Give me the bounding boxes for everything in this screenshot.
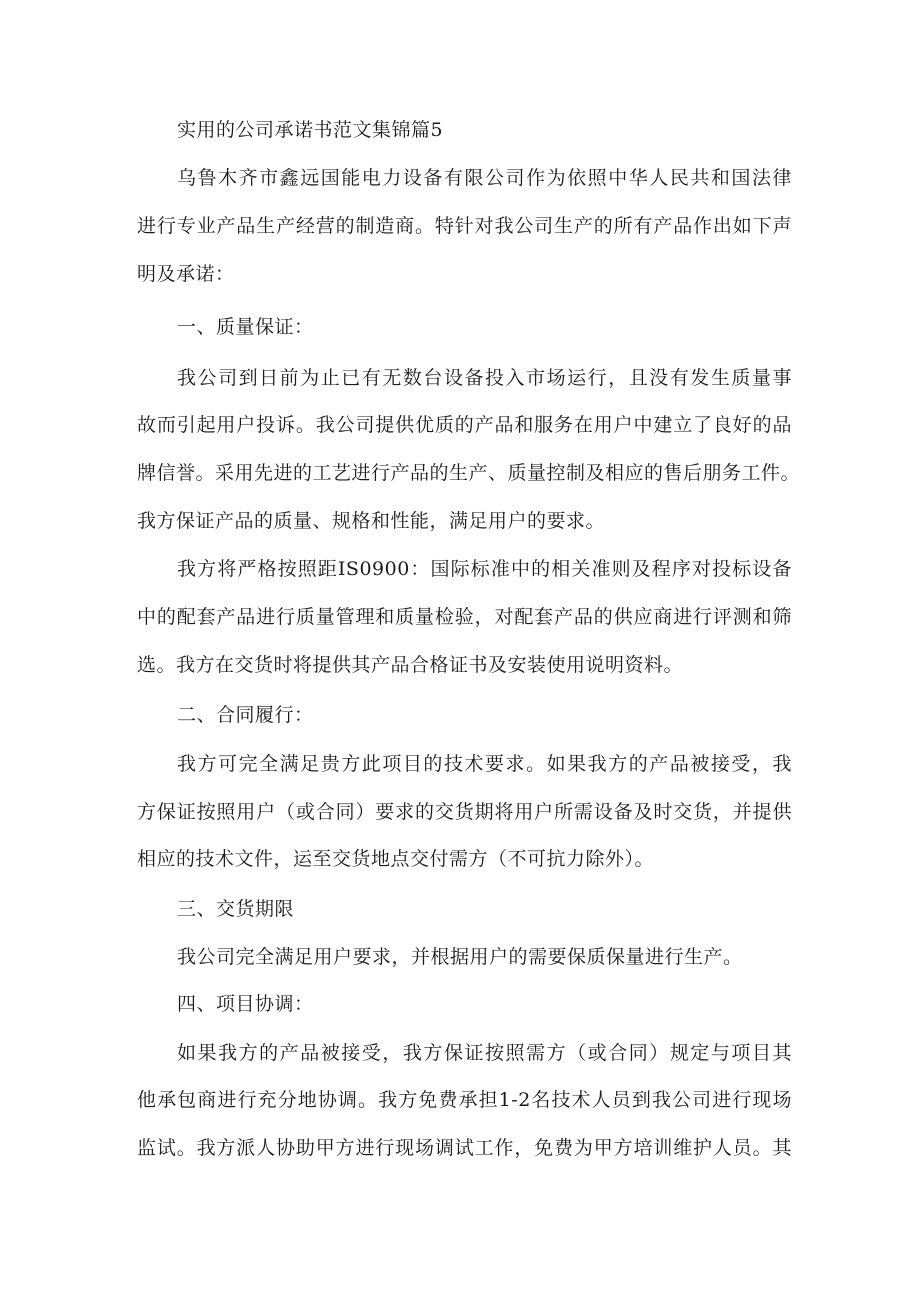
section-heading: 二、合同履行：: [177, 704, 314, 726]
text-line: 监试。我方派人协助甲方进行现场调试工作，免费为甲方培训维护人员。其: [137, 1137, 792, 1159]
document-title: 实用的公司承诺书范文集锦篇5: [177, 119, 444, 141]
section-heading: 一、质量保证：: [177, 316, 314, 338]
text-line: 我方可完全满足贵方此项目的技术要求。如果我方的产品被接受，我: [177, 753, 792, 775]
text-line: 方保证按照用户（或合同）要求的交货期将用户所需设备及时交货，并提供: [137, 801, 792, 823]
text-line: 进行专业产品生产经营的制造商。特针对我公司生产的所有产品作出如下声: [137, 215, 792, 237]
text-line: 乌鲁木齐市鑫远国能电力设备有限公司作为依照中华人民共和国法律: [177, 167, 792, 189]
section-heading: 三、交货期限: [177, 898, 295, 920]
text-line: 相应的技术文件，运至交货地点交付需方（不可抗力除外）。: [137, 848, 655, 870]
text-line: 如果我方的产品被接受，我方保证按照需方（或合同）规定与项目其: [177, 1042, 792, 1064]
text-line: 我方将严格按照距IS0900：国际标准中的相关准则及程序对投标设备: [177, 558, 792, 580]
text-line: 他承包商进行充分地协调。我方免费承担1-2名技术人员到我公司进行现场: [137, 1089, 792, 1111]
text-line: 中的配套产品进行质量管理和质量检验，对配套产品的供应商进行评测和筛: [137, 606, 792, 628]
section-heading: 四、项目协调：: [177, 993, 314, 1015]
text-line: 明及承诺：: [137, 263, 235, 285]
text-line: 故而引起用户投诉。我公司提供优质的产品和服务在用户中建立了良好的品: [137, 414, 792, 436]
text-line: 牌信誉。采用先进的工艺进行产品的生产、质量控制及相应的售后朋务工件。: [137, 462, 801, 484]
text-line: 我公司到日前为止已有无数台设备投入市场运行，且没有发生质量事: [177, 367, 792, 389]
text-line: 我方保证产品的质量、规格和性能，满足用户的要求。: [137, 510, 606, 532]
text-line: 选。我方在交货时将提供其产品合格证书及安装使用说明资料。: [137, 654, 684, 676]
text-line: 我公司完全满足用户要求，并根据用户的需要保质保量进行生产。: [177, 946, 743, 968]
